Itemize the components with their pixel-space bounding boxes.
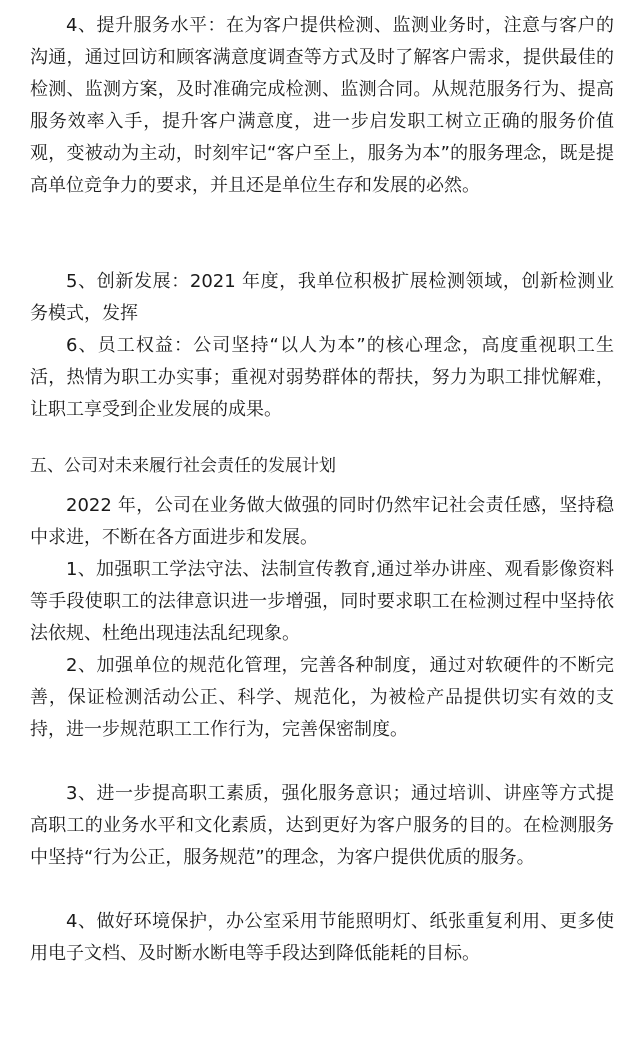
paragraph-service-level: 4、提升服务水平：在为客户提供检测、监测业务时，注意与客户的沟通，通过回访和顾客满意度调查等方式及时了解客户需求，提供最佳的检测、监测方案，及时准确完成检测、监测合同。从规范服务行为、提高服务效率入手，提升客户满意度，进一步启发职工树立正确的服务价值观，变被动为主动，时刻牢记“客户至上，服务为本”的服务理念，既是提高单位竞争力的要求，并且还是单位生存和发展的必然。 xyxy=(30,15,614,196)
paragraph-intro-2022: 2022 年，公司在业务做大做强的同时仍然牢记社会责任感，坚持稳中求进，不断在各方面进步和发展。 xyxy=(30,495,614,548)
paragraph-plan-3: 3、进一步提高职工素质，强化服务意识；通过培训、讲座等方式提高职工的业务水平和文化素质，达到更好为客户服务的目的。在检测服务中坚持“行为公正，服务规范”的理念，为客户提供优质的服务。 xyxy=(30,783,614,868)
paragraph-plan-4: 4、做好环境保护，办公室采用节能照明灯、纸张重复利用、更多使用电子文档、及时断水断电等手段达到降低能耗的目标。 xyxy=(30,911,614,964)
paragraph-employee-rights: 6、员工权益：公司坚持“以人为本”的核心理念，高度重视职工生活，热情为职工办实事；重视对弱势群体的帮扶，努力为职工排忧解难，让职工享受到企业发展的成果。 xyxy=(30,335,614,420)
section-heading: 五、公司对未来履行社会责任的发展计划 xyxy=(30,456,336,476)
paragraph-plan-2: 2、加强单位的规范化管理，完善各种制度，通过对软硬件的不断完善，保证检测活动公正、科学、规范化，为被检产品提供切实有效的支持，进一步规范职工工作行为，完善保密制度。 xyxy=(30,655,614,740)
paragraph-innovation: 5、创新发展：2021 年度，我单位积极扩展检测领域，创新检测业务模式，发挥 xyxy=(30,271,614,324)
paragraph-plan-1: 1、加强职工学法守法、法制宣传教育,通过举办讲座、观看影像资料等手段使职工的法律意识进一步增强，同时要求职工在检测过程中坚持依法依规、杜绝出现违法乱纪现象。 xyxy=(30,559,614,644)
